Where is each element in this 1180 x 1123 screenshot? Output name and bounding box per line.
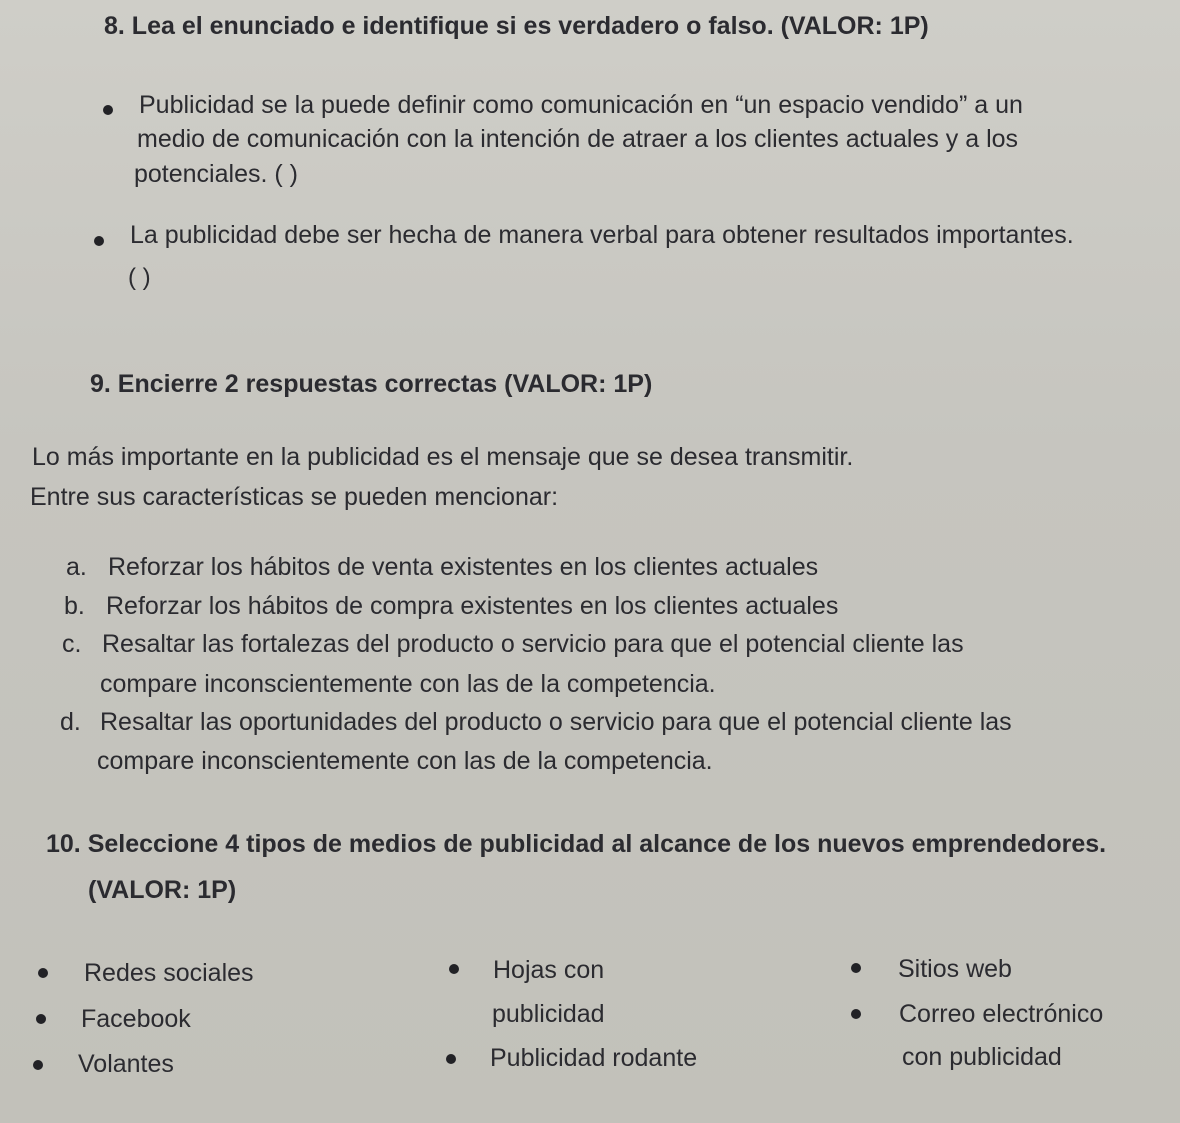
q9-option-d-line2: compare inconscientemente con las de la competencia. (97, 747, 713, 775)
q9-option-c-line2: compare inconscientemente con las de la competencia. (100, 670, 716, 698)
media-option-correo-line1: Correo electrónico (899, 1000, 1104, 1028)
q9-option-c-letter: c. (62, 630, 82, 658)
q9-option-b-letter: b. (64, 592, 85, 620)
q8-item1-line3: potenciales. ( ) (134, 160, 298, 188)
media-option-hojas-line2: publicidad (492, 1000, 605, 1028)
bullet-icon (38, 968, 48, 978)
q8-item1-line2: medio de comunicación con la intención de atraer a los clientes actuales y a los (137, 125, 1019, 153)
question-8-title: 8. Lea el enunciado e identifique si es verdadero o falso. (VALOR: 1P) (104, 12, 929, 40)
q8-item2-answer-blank: ( ) (128, 264, 151, 291)
q9-option-c-line1: Resaltar las fortalezas del producto o servicio para que el potencial cliente las (102, 630, 964, 658)
q9-option-b-text: Reforzar los hábitos de compra existentes en los clientes actuales (106, 592, 839, 620)
media-option-correo-line2: con publicidad (902, 1043, 1062, 1071)
bullet-icon (33, 1060, 43, 1070)
bullet-icon (103, 105, 113, 115)
q8-item2-line1: La publicidad debe ser hecha de manera verbal para obtener resultados importantes. (130, 221, 1074, 249)
media-option-sitios-web: Sitios web (898, 955, 1012, 983)
q8-item1-line1: Publicidad se la puede definir como comunicación en “un espacio vendido” a un (139, 91, 1023, 119)
bullet-icon (851, 1009, 861, 1019)
bullet-icon (449, 964, 459, 974)
q9-option-d-line1: Resaltar las oportunidades del producto o servicio para que el potencial cliente las (100, 708, 1012, 736)
q9-intro-line2: Entre sus características se pueden mencionar: (30, 483, 559, 511)
media-option-publicidad-rodante: Publicidad rodante (490, 1044, 698, 1072)
media-option-redes-sociales: Redes sociales (84, 959, 254, 987)
q9-option-d-letter: d. (60, 708, 81, 736)
bullet-icon (446, 1054, 456, 1064)
media-option-hojas-line1: Hojas con (493, 956, 605, 984)
bullet-icon (36, 1014, 46, 1024)
media-option-volantes: Volantes (78, 1050, 174, 1078)
bullet-icon (851, 963, 861, 973)
q9-option-a-text: Reforzar los hábitos de venta existentes en los clientes actuales (108, 553, 819, 581)
bullet-icon (94, 236, 104, 246)
media-option-facebook: Facebook (81, 1005, 191, 1033)
question-10-title-line1: 10. Seleccione 4 tipos de medios de publicidad al alcance de los nuevos emprendedores. (46, 830, 1107, 858)
q9-intro-line1: Lo más importante en la publicidad es el mensaje que se desea transmitir. (32, 443, 854, 471)
bleed-through-text (560, 278, 566, 304)
question-9-title: 9. Encierre 2 respuestas correctas (VALOR: 1P) (90, 370, 653, 398)
q9-option-a-letter: a. (66, 553, 87, 581)
question-10-title-line2: (VALOR: 1P) (88, 876, 237, 904)
